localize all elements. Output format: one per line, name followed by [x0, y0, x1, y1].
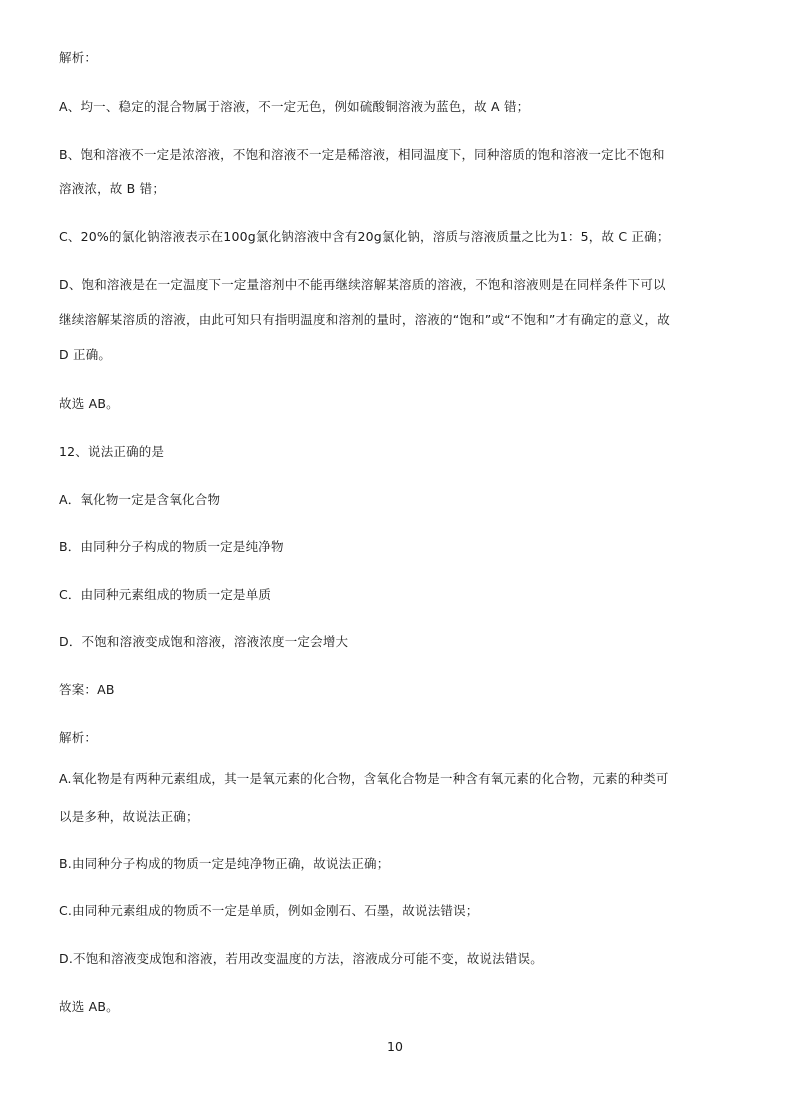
- analysis-heading: 解析：: [59, 50, 98, 65]
- page-number: 10: [387, 1039, 403, 1054]
- question-option-b: B．由同种分子构成的物质一定是纯净物: [59, 539, 284, 554]
- analysis-option-d-line1: D、饱和溶液是在一定温度下一定量溶剂中不能再继续溶解某溶质的溶液，不饱和溶液则是在同样条件下可以: [59, 277, 666, 292]
- analysis-option-d-line2: 继续溶解某溶质的溶液，由此可知只有指明温度和溶剂的量时，溶液的“饱和”或“不饱和”才有确定的意义，故: [59, 312, 670, 327]
- question-option-d: D．不饱和溶液变成饱和溶液，溶液浓度一定会增大: [59, 634, 349, 649]
- analysis-conclusion: 故选 AB。: [59, 396, 119, 411]
- analysis-option-b-line2: 溶液浓，故 B 错；: [59, 181, 166, 196]
- analysis-option-d-line3: D 正确。: [59, 347, 112, 362]
- answer-line: 答案：AB: [59, 682, 115, 697]
- analysis-heading-2: 解析：: [59, 730, 98, 745]
- analysis2-conclusion: 故选 AB。: [59, 999, 119, 1014]
- question-stem: 12、说法正确的是: [59, 444, 165, 459]
- analysis2-option-b: B.由同种分子构成的物质一定是纯净物正确，故说法正确；: [59, 856, 390, 871]
- analysis-option-b-line1: B、饱和溶液不一定是浓溶液，不饱和溶液不一定是稀溶液，相同温度下，同种溶质的饱和溶液一定比不饱和: [59, 147, 665, 162]
- question-option-c: C．由同种元素组成的物质一定是单质: [59, 587, 272, 602]
- analysis2-option-a-line2: 以是多种，故说法正确；: [59, 809, 199, 824]
- analysis-option-a: A、均一、稳定的混合物属于溶液，不一定无色，例如硫酸铜溶液为蓝色，故 A 错；: [59, 99, 530, 114]
- analysis-option-c: C、20%的氯化钠溶液表示在100g氯化钠溶液中含有20g氯化钠，溶质与溶液质量之比为1：5，故 C 正确；: [59, 229, 670, 244]
- analysis2-option-d: D.不饱和溶液变成饱和溶液，若用改变温度的方法，溶液成分可能不变，故说法错误。: [59, 951, 543, 966]
- analysis2-option-a-line1: A.氧化物是有两种元素组成，其一是氧元素的化合物，含氧化合物是一种含有氧元素的化合物，元素的种类可: [59, 771, 669, 786]
- question-option-a: A．氧化物一定是含氧化合物: [59, 492, 221, 507]
- analysis2-option-c: C.由同种元素组成的物质不一定是单质，例如金刚石、石墨，故说法错误；: [59, 903, 479, 918]
